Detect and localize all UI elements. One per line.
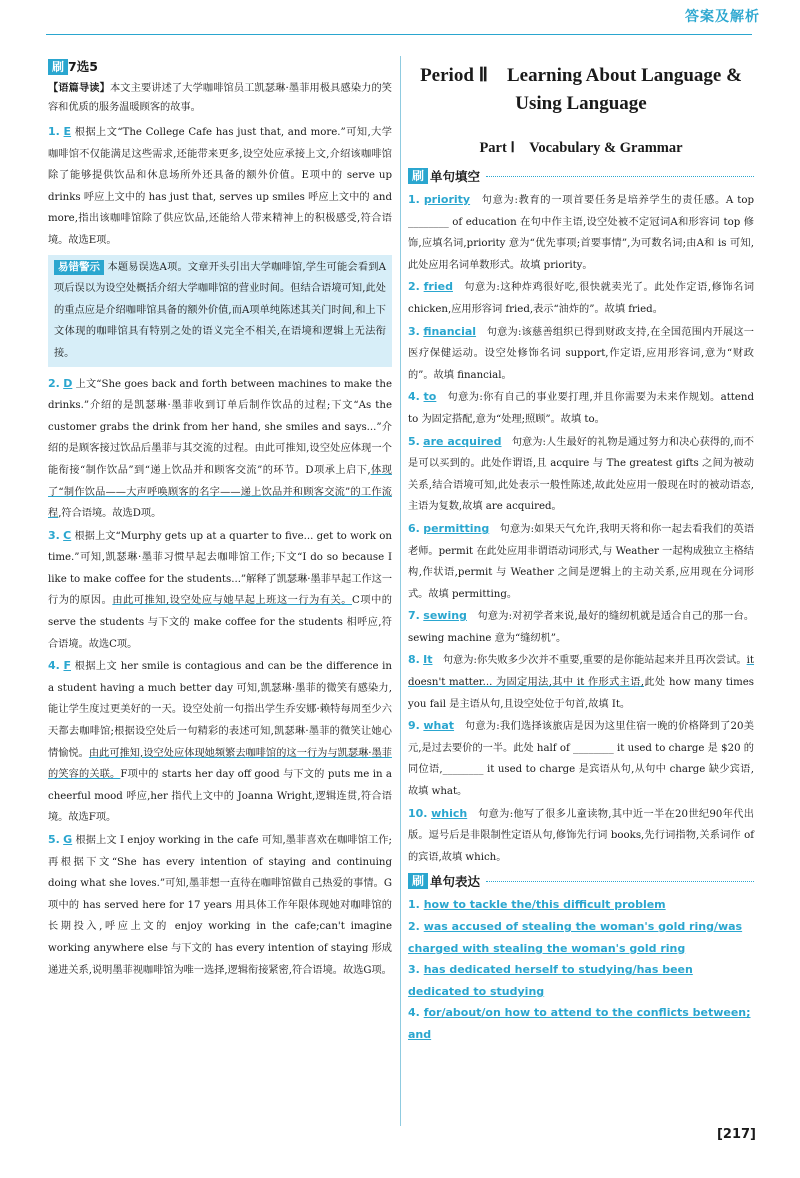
- item-explanation-end: 此处 how many times you fail 是主语从句,且设空处位于句首,故填 It。: [408, 677, 754, 710]
- expression-item-2: [408, 916, 754, 959]
- item-explanation: 句意为:教育的一项首要任务是培养学生的责任感。A top ________ of education 在句中作主语,设空处被不定冠词A和形容词 top 修饰,应填名词,priority 意为“优先事项;首要事情”,为可数名词;由A和 is 可知,此处应用名词单数形式。故填 priority。: [408, 195, 754, 271]
- item-explanation: 根据上文“Murphy gets up at a quarter to five... get to work on time.”可知,凯瑟琳·墨菲习惯早起去咖啡馆工作;下文“I do so because I like to make coffee for the students...”解释了凯瑟琳·墨菲早起工作这一行为的原因。: [48, 530, 393, 607]
- item-underlined: 由此可推知,设空处应体现她频繁去咖啡馆的这一行为与凯瑟琳·墨菲的笑容的关联。: [48, 747, 392, 781]
- item-number: 3.: [48, 528, 60, 542]
- item-explanation: 句意为:我们选择该旅店是因为这里住宿一晚的价格降到了20美元,是过去要价的一半。此处 half of ________ it used to charge 是 $20 的同位语,________ it used to charge 是宾语从句,从句中 charge 缺少宾语,故填 what。: [408, 721, 754, 798]
- item-answer: It: [423, 653, 433, 667]
- dotted-rule: [486, 176, 754, 177]
- item-answer: for/about/on how to attend to the conflicts between; and: [408, 1006, 751, 1041]
- warning-label: 易错警示: [54, 260, 104, 275]
- item-explanation: 句意为:人生最好的礼物是通过努力和决心获得的,而不是可以买到的。此处作谓语,且 acquire 与 The greatest gifts 之间为被动关系,结合语境可知,此处表示一般性陈述,故此处应用一般现在时的被动语态,主语为复数,故填 are acquired。: [408, 436, 754, 513]
- item-explanation: 句意为:你有自己的事业要打理,并且你需要为未来作规划。attend to 为固定搭配,意为“处理;照顾”。故填 to。: [408, 392, 755, 425]
- answer-item-5: [48, 829, 392, 981]
- item-explanation: 句意为:你失败多少次并不重要,重要的是你能站起来并且再次尝试。: [442, 655, 747, 667]
- fill-item-6: [408, 518, 754, 605]
- item-explanation: 句意为:他写了很多儿童读物,其中近一半在20世纪90年代出版。逗号后是非限制性定语从句,修饰先行词 books,先行词指物,关系词作 of 的宾语,故填 which。: [408, 808, 754, 863]
- fill-item-1: [408, 189, 754, 276]
- item-number: 1.: [48, 125, 60, 138]
- dotted-rule: [486, 881, 754, 882]
- item-answer: to: [423, 390, 437, 404]
- fill-item-8: [408, 649, 754, 715]
- answer-item-3: [48, 525, 392, 656]
- item-answer: permitting: [423, 521, 490, 535]
- item-answer: G: [63, 833, 73, 846]
- item-number: 9.: [408, 719, 420, 733]
- item-number: 4.: [408, 1006, 420, 1020]
- item-answer: C: [63, 528, 72, 542]
- item-answer: was accused of stealing the woman's gold ring/was charged with stealing the woman's gold ring: [408, 920, 743, 955]
- item-answer: has dedicated herself to studying/has been dedicated to studying: [408, 963, 693, 998]
- section-tag: 刷: [408, 168, 428, 184]
- section-title: 单句填空: [430, 169, 481, 184]
- item-explanation: 句意为:对初学者来说,最好的缝纫机就是适合自己的那一台。sewing machine 意为“缝纫机”。: [408, 611, 755, 644]
- item-answer: which: [431, 806, 468, 820]
- fill-in-list: [408, 189, 754, 868]
- item-answer: priority: [423, 193, 471, 206]
- expression-list: [408, 894, 754, 1045]
- section-title: 7选5: [68, 59, 98, 74]
- item-answer: E: [63, 125, 72, 138]
- item-number: 2.: [48, 376, 60, 390]
- fill-item-10: [408, 803, 754, 869]
- right-column: [408, 56, 754, 1046]
- page-number: [217]: [716, 1127, 756, 1142]
- item-answer: F: [63, 659, 72, 673]
- item-underlined: 由此可推知,设空处应与她早起上班这一行为有关。: [112, 595, 353, 607]
- section-heading-expression: [408, 872, 754, 890]
- item-explanation: 句意为:这种炸鸡很好吃,很快就卖光了。此处作定语,修饰名词 chicken,应用形容词 fried,表示“油炸的”。故填 fried。: [408, 282, 755, 315]
- fill-item-7: [408, 605, 754, 649]
- section-heading-fill: [408, 167, 754, 185]
- fill-item-4: [408, 386, 754, 430]
- item-answer: how to tackle the/this difficult problem: [423, 898, 666, 912]
- item-explanation: 句意为:该慈善组织已得到财政支持,在全国范围内开展这一医疗保健运动。设空处修饰名词 support,作定语,应用形容词,意为“财政的”。故填 financial。: [408, 326, 754, 381]
- item-answer: sewing: [423, 609, 467, 623]
- item-explanation: 根据上文“The College Cafe has just that, and more.”可知,大学咖啡馆不仅能满足这些需求,还能带来更多,设空处应承接上文,介绍该咖啡馆除了能够提供饮品和休息场所外还具备的额外价值。E项中的 serve up drinks 呼应上文中的 has just that, serves up smiles 呼应上文中的 and more,指出该咖啡馆除了供应饮品,还能给人带来精神上的积极感受,符合语境。故选E项。: [48, 127, 392, 246]
- header-rule: [46, 34, 752, 35]
- item-number: 2.: [408, 920, 420, 933]
- fill-item-9: [408, 715, 754, 802]
- item-underlined: it doesn't matter... 为固定用法,其中 it 作形式主语,: [408, 655, 755, 689]
- item-underlined: 体现了“制作饮品——大声呼唤顾客的名字——递上饮品并和顾客交流”的工作流程: [48, 464, 392, 520]
- section-heading-7x5: [48, 56, 392, 75]
- answer-item-2: [48, 373, 392, 525]
- item-number: 5.: [408, 434, 420, 448]
- guide-label: 【语篇导读】: [48, 82, 110, 94]
- item-number: 1.: [408, 898, 420, 912]
- item-answer: what: [423, 719, 455, 733]
- header-title: 答案及解析: [685, 9, 760, 25]
- item-number: 6.: [408, 521, 420, 535]
- answer-item-4: [48, 655, 392, 829]
- period-title: Period Ⅱ Learning About Language & Using Language: [420, 65, 742, 114]
- item-number: 2.: [408, 280, 420, 294]
- item-number: 8.: [408, 653, 420, 667]
- item-number: 1.: [408, 193, 420, 206]
- expression-item-1: [408, 894, 754, 916]
- item-number: 4.: [408, 390, 420, 404]
- section-tag: 刷: [408, 873, 428, 889]
- answer-item-1: [48, 121, 392, 252]
- left-column: [48, 56, 392, 981]
- item-answer: are acquired: [423, 434, 502, 448]
- item-explanation-end: F项中的 starts her day off good 与下文的 puts me in a cheerful mood 呼应,her 指代上文中的 Joanna Wright,逻辑连贯,符合语境。故选F项。: [48, 769, 392, 824]
- warning-text: 本题易误选A项。文章开头引出大学咖啡馆,学生可能会看到A项后误以为设空处概括介绍大学咖啡馆的营业时间。但结合语境可知,此处的重点应是介绍咖啡馆具备的额外价值,而A项单纯陈述其关门时间,和上下文体现的咖啡馆具有特别之处的语义完全不相关,在语境和逻辑上无法衔接。: [54, 261, 386, 359]
- column-divider: [400, 56, 401, 1126]
- item-number: 3.: [408, 324, 420, 338]
- section-tag: 刷: [48, 59, 68, 75]
- item-answer: D: [63, 376, 73, 390]
- item-number: 10.: [408, 806, 428, 820]
- fill-item-5: [408, 431, 754, 518]
- item-number: 3.: [408, 963, 420, 977]
- item-explanation-end: ,符合语境。故选D项。: [58, 508, 162, 520]
- expression-item-3: [408, 959, 754, 1002]
- item-answer: financial: [423, 324, 477, 338]
- item-explanation: 根据上文 her smile is contagious and can be the difference in a student having a much better day 可知,凯瑟琳·墨菲的微笑有感染力,能让学生度过更美好的一天。设空处前一句指出学生乔安娜·赖特每周至少六天都去咖啡馆;根据设空处后一句精彩的表述可知,凯瑟琳·墨菲的微笑让她心情愉悦。: [48, 661, 392, 759]
- item-explanation: 上文“She goes back and forth between machines to make the drinks.”介绍的是凯瑟琳·墨菲收到订单后制作饮品的过程;下文“As the customer grabs the drink from her hand, she smiles and says...”介绍的是顾客接过饮品后墨菲与其交流的过程。由此可推知,设空处应体现一个能衔接“制作饮品”到“递上饮品并和顾客交流”的环节。D项承上启下,: [48, 378, 392, 476]
- item-explanation: 句意为:如果天气允许,我明天将和你一起去看我们的英语老师。permit 在此处应用非谓语动词形式,与 Weather 一起构成独立主格结构,作状语,permit 与 Weather 之间是逻辑上的主动关系,应用现在分词形式。故填 permitting。: [408, 523, 755, 600]
- item-answer: fried: [423, 280, 453, 294]
- section-title: 单句表达: [430, 874, 481, 890]
- guide-text: 本文主要讲述了大学咖啡馆员工凯瑟琳·墨菲用极具感染力的笑容和优质的服务温暖顾客的故事。: [48, 83, 392, 113]
- part-title: Part Ⅰ Vocabulary & Grammar: [479, 140, 683, 156]
- fill-item-2: [408, 276, 754, 320]
- error-warning-box: [48, 255, 392, 367]
- reading-guide: [48, 79, 392, 117]
- item-explanation-end: C项中的 serve the students 与下文的 make coffee for the students 相呼应,符合语境。故选C项。: [48, 595, 392, 650]
- expression-item-4: [408, 1002, 754, 1045]
- fill-item-3: [408, 321, 754, 387]
- item-number: 5.: [48, 833, 60, 846]
- item-number: 7.: [408, 609, 420, 623]
- item-explanation: 根据上文 I enjoy working in the cafe 可知,墨菲喜欢在咖啡馆工作;再根据下文“She has every intention of staying and continuing doing what she loves.”可知,墨菲想一直待在咖啡馆做自己热爱的事情。G项中的 has served here for 17 years 用具体工作年限体现她对咖啡馆的长期投入,呼应上文的 enjoy working in the cafe;can't imagine working anywhere else 与下文的 has every intention of staying 形成递进关系,说明墨菲视咖啡馆为唯一选择,逻辑衔接紧密,符合语境。故选G项。: [48, 835, 392, 976]
- item-number: 4.: [48, 659, 60, 673]
